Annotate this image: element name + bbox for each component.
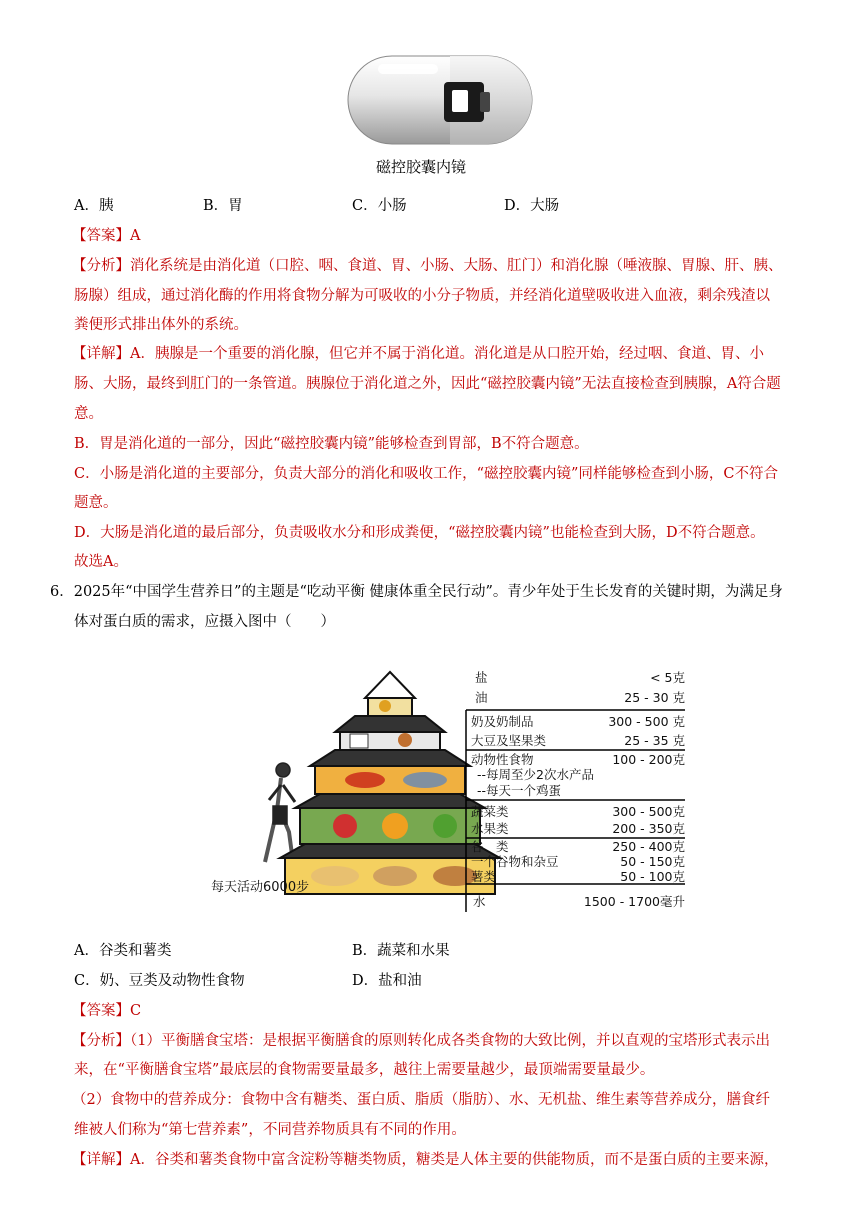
pyramid-row-label: 水 bbox=[473, 894, 486, 909]
runner-icon bbox=[265, 763, 295, 862]
q6-stem-line: 6．2025年“中国学生营养日”的主题是“吃动平衡 健康体重全民行动”。青少年处于生长发育的关键时期，为满足身 bbox=[50, 584, 783, 600]
pyramid-row-label: 谷 类 bbox=[471, 839, 509, 854]
q5-analysis-line: 粪便形式排出体外的系统。 bbox=[74, 317, 248, 333]
pyramid-row-label: 水果类 bbox=[471, 821, 509, 836]
q5-option-d: D．大肠 bbox=[504, 198, 560, 214]
pyramid-row-value: 25 - 30 克 bbox=[624, 690, 685, 705]
q6-analysis-line: （2）食物中的营养成分：食物中含有糖类、蛋白质、脂质（脂肪）、水、无机盐、维生素等营养成分，膳食纤 bbox=[72, 1092, 770, 1108]
q6-analysis-line: 【分析】（1）平衡膳食宝塔：是根据平衡膳食的原则转化成各类食物的大致比例，并以直观的宝塔形式表示出 bbox=[72, 1033, 770, 1049]
q6-stem-line: 体对蛋白质的需求，应摄入图中（ ） bbox=[74, 614, 335, 630]
q6-option-a: A．谷类和薯类 bbox=[74, 943, 172, 959]
q6-analysis-line: 来，在“平衡膳食宝塔”最底层的食物需要量最多，越往上需要量越少，最顶端需要量最少。 bbox=[74, 1062, 655, 1078]
pyramid-row-value: 50 - 100克 bbox=[620, 869, 685, 884]
q5-detail-line: 题意。 bbox=[74, 495, 118, 511]
capsule-caption: 磁控胶囊内镜 bbox=[376, 158, 467, 176]
q5-detail-line: 肠、大肠，最终到肛门的一条管道。胰腺位于消化道之外，因此“磁控胶囊内镜”无法直接检查到胰腺，A符合题 bbox=[74, 376, 781, 392]
q5-answer: 【答案】A bbox=[72, 228, 141, 244]
pyramid-row-value: 100 - 200克 bbox=[612, 752, 685, 767]
pyramid-row-label: --每天一个鸡蛋 bbox=[477, 783, 562, 798]
q5-option-a: A．胰 bbox=[74, 198, 114, 214]
pyramid-row-value: 300 - 500克 bbox=[612, 804, 685, 819]
q5-detail-line: C．小肠是消化道的主要部分，负责大部分的消化和吸收工作，“磁控胶囊内镜”同样能够检查到小肠，C不符合 bbox=[74, 466, 779, 482]
pyramid-row-value: 200 - 350克 bbox=[612, 821, 685, 836]
q5-analysis-line: 肠腺）组成，通过消化酶的作用将食物分解为可吸收的小分子物质，并经消化道壁吸收进入血液，剩余残渣以 bbox=[74, 288, 770, 304]
pyramid-row-value: 25 - 35 克 bbox=[624, 733, 685, 748]
food-pyramid-figure bbox=[205, 640, 695, 920]
pyramid-row-label: 蔬菜类 bbox=[471, 804, 509, 819]
pyramid-row-value: 1500 - 1700毫升 bbox=[583, 894, 685, 909]
q6-option-b: B．蔬菜和水果 bbox=[352, 943, 450, 959]
q6-answer: 【答案】C bbox=[72, 1003, 142, 1019]
pyramid-row-label: --每周至少2次水产品 bbox=[477, 767, 594, 782]
pyramid-row-value: < 5克 bbox=[650, 670, 685, 685]
pyramid-row-label: 油 bbox=[475, 690, 488, 705]
pyramid-row-label: 动物性食物 bbox=[471, 752, 534, 767]
pyramid-row-label: 大豆及坚果类 bbox=[471, 733, 547, 748]
pyramid-row-label: 一个谷物和杂豆 bbox=[471, 854, 559, 869]
q5-detail-line: B．胃是消化道的一部分，因此“磁控胶囊内镜”能够检查到胃部，B不符合题意。 bbox=[74, 436, 589, 452]
pyramid-row-label: 盐 bbox=[475, 670, 488, 685]
q5-detail-line: D．大肠是消化道的最后部分，负责吸收水分和形成粪便，“磁控胶囊内镜”也能检查到大肠，D不符合题意。 bbox=[74, 525, 765, 541]
q6-analysis-line: 维被人们称为“第七营养素”，不同营养物质具有不同的作用。 bbox=[74, 1122, 466, 1138]
q5-option-c: C．小肠 bbox=[352, 198, 407, 214]
pyramid-row-value: 250 - 400克 bbox=[612, 839, 685, 854]
pyramid-row-label: 薯类 bbox=[471, 869, 497, 884]
pyramid-row-value: 50 - 150克 bbox=[620, 854, 685, 869]
q6-option-c: C．奶、豆类及动物性食物 bbox=[74, 973, 245, 989]
q5-detail-line: 【详解】A．胰腺是一个重要的消化腺，但它并不属于消化道。消化道是从口腔开始，经过咽、食道、胃、小 bbox=[72, 346, 764, 362]
q6-option-d: D．盐和油 bbox=[352, 973, 422, 989]
q5-analysis-line: 【分析】消化系统是由消化道（口腔、咽、食道、胃、小肠、大肠、肛门）和消化腺（唾液腺、胃腺、肝、胰、 bbox=[72, 258, 783, 274]
activity-label: 每天活动6000步 bbox=[211, 880, 310, 895]
capsule-endoscope-icon bbox=[340, 42, 540, 150]
capsule-endoscope-image bbox=[340, 42, 540, 150]
pyramid-row-label: 奶及奶制品 bbox=[471, 714, 534, 729]
q5-option-b: B．胃 bbox=[203, 198, 243, 214]
pyramid-row-value: 300 - 500 克 bbox=[608, 714, 685, 729]
q5-detail-line: 故选A。 bbox=[74, 554, 128, 570]
q5-detail-line: 意。 bbox=[74, 406, 103, 422]
q6-analysis-line: 【详解】A．谷类和薯类食物中富含淀粉等糖类物质，糖类是人体主要的供能物质，而不是蛋白质的主要来源， bbox=[72, 1152, 779, 1168]
